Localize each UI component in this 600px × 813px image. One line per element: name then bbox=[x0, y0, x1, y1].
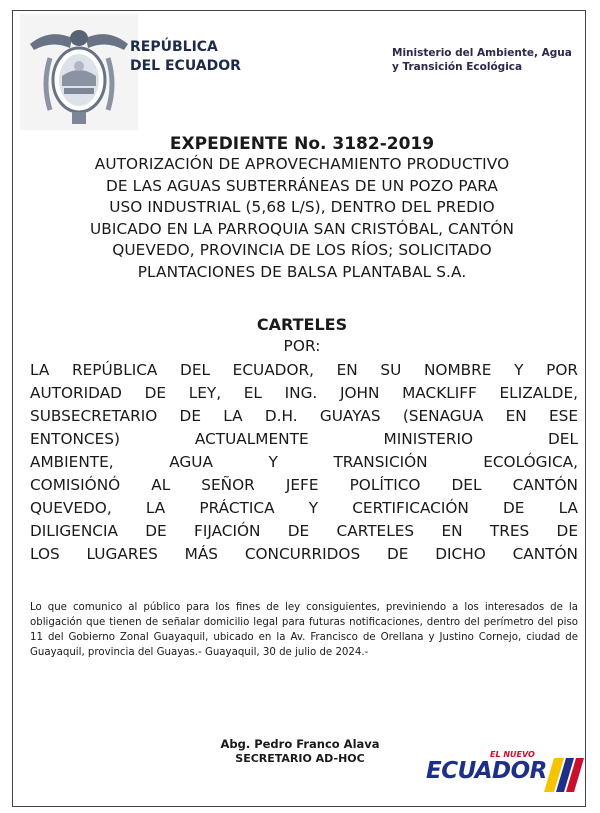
body-line: ENTONCES) ACTUALMENTE MINISTERIO DEL bbox=[30, 430, 578, 448]
notice-paragraph: Lo que comunico al público para los fines de ley consiguientes, previniendo a los interesados de la obligación que tienen de señalar domicilio legal para futuras notificaciones, dentro del perímetro del piso 11 del Gobierno Zonal Guayaquil, ubicado en la Av. Francisco de Orellana y Justino Cornejo, ciudad de Guayaquil, provincia del Guayas.- Guayaquil, 30 de julio de 2024.- bbox=[30, 602, 578, 658]
section-title: CARTELES bbox=[256, 315, 348, 334]
ministry-label bbox=[392, 46, 582, 74]
body-line: SUBSECRETARIO DE LA D.H. GUAYAS (SENAGUA EN ESE bbox=[30, 407, 578, 425]
republic-label bbox=[130, 38, 241, 76]
body-line: AUTORIDAD DE LEY, EL ING. JOHN MACKLIFF ELIZALDE, bbox=[30, 384, 578, 402]
body-line: DILIGENCIA DE FIJACIÓN DE CARTELES EN TRES DE bbox=[30, 522, 578, 540]
logo-subtitle: EL NUEVO bbox=[490, 750, 535, 759]
body-line: LA REPÚBLICA DEL ECUADOR, EN SU NOMBRE Y POR bbox=[30, 361, 578, 379]
signatory-role: SECRETARIO AD-HOC bbox=[235, 752, 365, 765]
description-line: PLANTACIONES DE BALSA PLANTABAL S.A. bbox=[137, 262, 467, 281]
republic-line-1: REPÚBLICA bbox=[130, 39, 218, 55]
body-line: QUEVEDO, LA PRÁCTICA Y CERTIFICACIÓN DE LA bbox=[30, 499, 578, 517]
body-line: LOS LUGARES MÁS CONCURRIDOS DE DICHO CANTÓN bbox=[30, 545, 578, 563]
document-title: EXPEDIENTE No. 3182-2019 bbox=[169, 134, 435, 154]
ministry-line-1: Ministerio del Ambiente, Agua bbox=[392, 47, 572, 59]
description-line: AUTORIZACIÓN DE APROVECHAMIENTO PRODUCTIVO bbox=[94, 155, 510, 173]
por-label: POR: bbox=[283, 337, 321, 355]
description-line: UBICADO EN LA PARROQUIA SAN CRISTÓBAL, CANTÓN bbox=[89, 219, 515, 238]
signatory-name: Abg. Pedro Franco Alava bbox=[220, 737, 380, 751]
body-line: AMBIENTE, AGUA Y TRANSICIÓN ECOLÓGICA, bbox=[30, 453, 578, 471]
description-line: DE LAS AGUAS SUBTERRÁNEAS DE UN POZO PARA bbox=[106, 176, 498, 195]
description bbox=[26, 154, 578, 283]
ministry-line-2: y Transición Ecológica bbox=[392, 61, 523, 73]
republic-line-2: DEL ECUADOR bbox=[130, 58, 241, 74]
body-line: COMISIÓNÓ AL SEÑOR JEFE POLÍTICO DEL CANTÓN bbox=[30, 476, 578, 494]
coat-of-arms-icon bbox=[20, 14, 138, 130]
description-line: QUEVEDO, PROVINCIA DE LOS RÍOS; SOLICITADO bbox=[112, 241, 492, 259]
logo-wordmark: ECUADOR bbox=[426, 758, 547, 784]
body-text bbox=[30, 359, 578, 566]
description-line: USO INDUSTRIAL (5,68 L/S), DENTRO DEL PREDIO bbox=[109, 198, 495, 216]
